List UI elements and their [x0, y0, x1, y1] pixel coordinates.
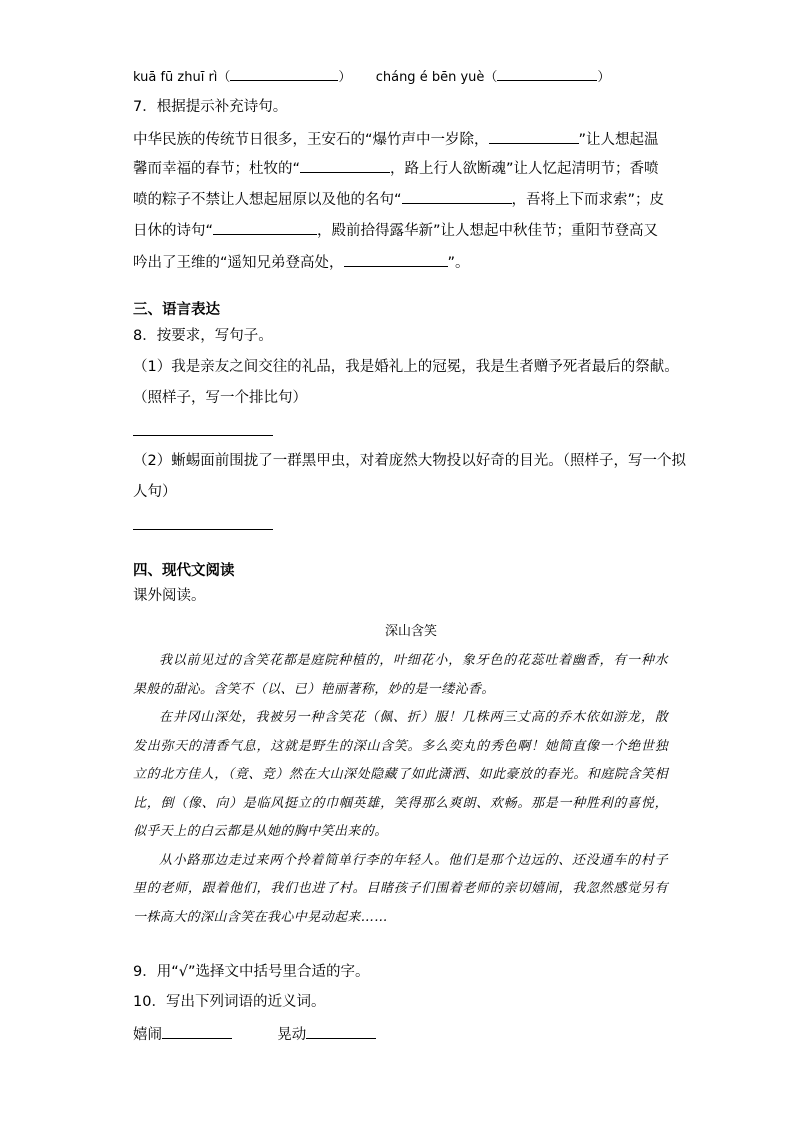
section-3-title: 三、语言表达	[133, 302, 220, 318]
q8-heading: 8．按要求，写句子。	[133, 328, 273, 344]
q7-line-2: 馨而幸福的春节；杜牧的“ ，路上行人欲断魂”让人忆起清明节；香喷	[133, 158, 659, 179]
q7-blank-3[interactable]	[402, 189, 512, 204]
q10-blank-2[interactable]	[306, 1024, 376, 1039]
q7-line-4: 日休的诗句“ ，殿前拾得露华新”让人想起中秋佳节；重阳节登高又	[133, 220, 658, 241]
q10-heading: 10．写出下列词语的近义词。	[133, 994, 326, 1010]
pinyin-blank-1[interactable]	[230, 66, 338, 81]
pinyin-item-1: kuā fū zhuī rì（	[133, 70, 231, 85]
q10-blank-1[interactable]	[162, 1024, 232, 1039]
q8-sub2-line-1: （2）蜥蜴面前围拢了一群黑甲虫，对着庞然大物投以好奇的目光。（照样子，写一个拟	[133, 453, 686, 469]
q10-words	[133, 1024, 376, 1045]
pinyin-item-2: cháng é bēn yuè（	[375, 70, 498, 85]
q7-line-1: 中华民族的传统节日很多，王安石的“爆竹声中一岁除， ”让人想起温	[133, 129, 659, 150]
q9-text: 9．用“√”选择文中括号里合适的字。	[133, 964, 370, 980]
reading-passage	[133, 647, 668, 932]
section-4-title: 四、现代文阅读	[133, 563, 235, 579]
q7-blank-5[interactable]	[344, 252, 448, 267]
q10-word-1: 嬉闹	[133, 1027, 162, 1043]
q10-word-2: 晃动	[277, 1027, 307, 1043]
q7-line-5: 吟出了王维的“遥知兄弟登高处， ”。	[133, 252, 470, 273]
q7-blank-2[interactable]	[300, 158, 390, 173]
q8-sub2-line-2: 人句）	[133, 484, 177, 500]
q7-line-3: 喷的粽子不禁让人想起屈原以及他的名句“ ，吾将上下而求索”；皮	[133, 189, 664, 210]
passage-title: 深山含笑	[385, 624, 438, 639]
reading-intro: 课外阅读。	[133, 588, 206, 604]
q8-sub1-line-1: （1）我是亲友之间交往的礼品，我是婚礼上的冠冕，我是生者赠予死者最后的祭献。	[133, 359, 679, 375]
pinyin-row: kuā fū zhuī rì（ ） cháng é bēn yuè（ ）	[133, 66, 610, 88]
passage-paragraph-3: 从小路那边走过来两个拎着简单行李的年轻人。他们是那个边远的、还没通车的村子里的老师，跟着他们，我们也进了村。目睹孩子们围着老师的亲切嬉闹，我忽然感觉另有一株高大的深山含笑在我心中晃动起来……	[133, 852, 668, 925]
q8-answer-line-1[interactable]	[133, 435, 273, 436]
q8-answer-line-2[interactable]	[133, 529, 273, 530]
pinyin-blank-2[interactable]	[497, 66, 597, 81]
q7-blank-1[interactable]	[489, 129, 579, 144]
q7-heading: 7．根据提示补充诗句。	[133, 99, 288, 115]
q7-blank-4[interactable]	[213, 220, 317, 235]
q8-sub1-line-2: （照样子，写一个排比句）	[133, 390, 307, 406]
passage-paragraph-1: 我以前见过的含笑花都是庭院种植的，叶细花小，象牙色的花蕊吐着幽香，有一种水果般的甜沁。含笑不（以、已）艳丽著称，妙的是一缕沁香。	[133, 653, 668, 697]
passage-paragraph-2: 在井冈山深处，我被另一种含笑花（佩、折）服！几株两三丈高的乔木依如游龙，散发出弥天的清香气息，这就是野生的深山含笑。多么奕丸的秀色啊！她简直像一个绝世独立的北方佳人，（竟、竞）然在大山深处隐藏了如此潇洒、如此豪放的春光。和庭院含笑相比，倒（像、向）是临风挺立的巾帼英雄，笑得那么爽朗、欢畅。那是一种胜利的喜悦，似乎天上的白云都是从她的胸中笑出来的。	[133, 710, 668, 839]
